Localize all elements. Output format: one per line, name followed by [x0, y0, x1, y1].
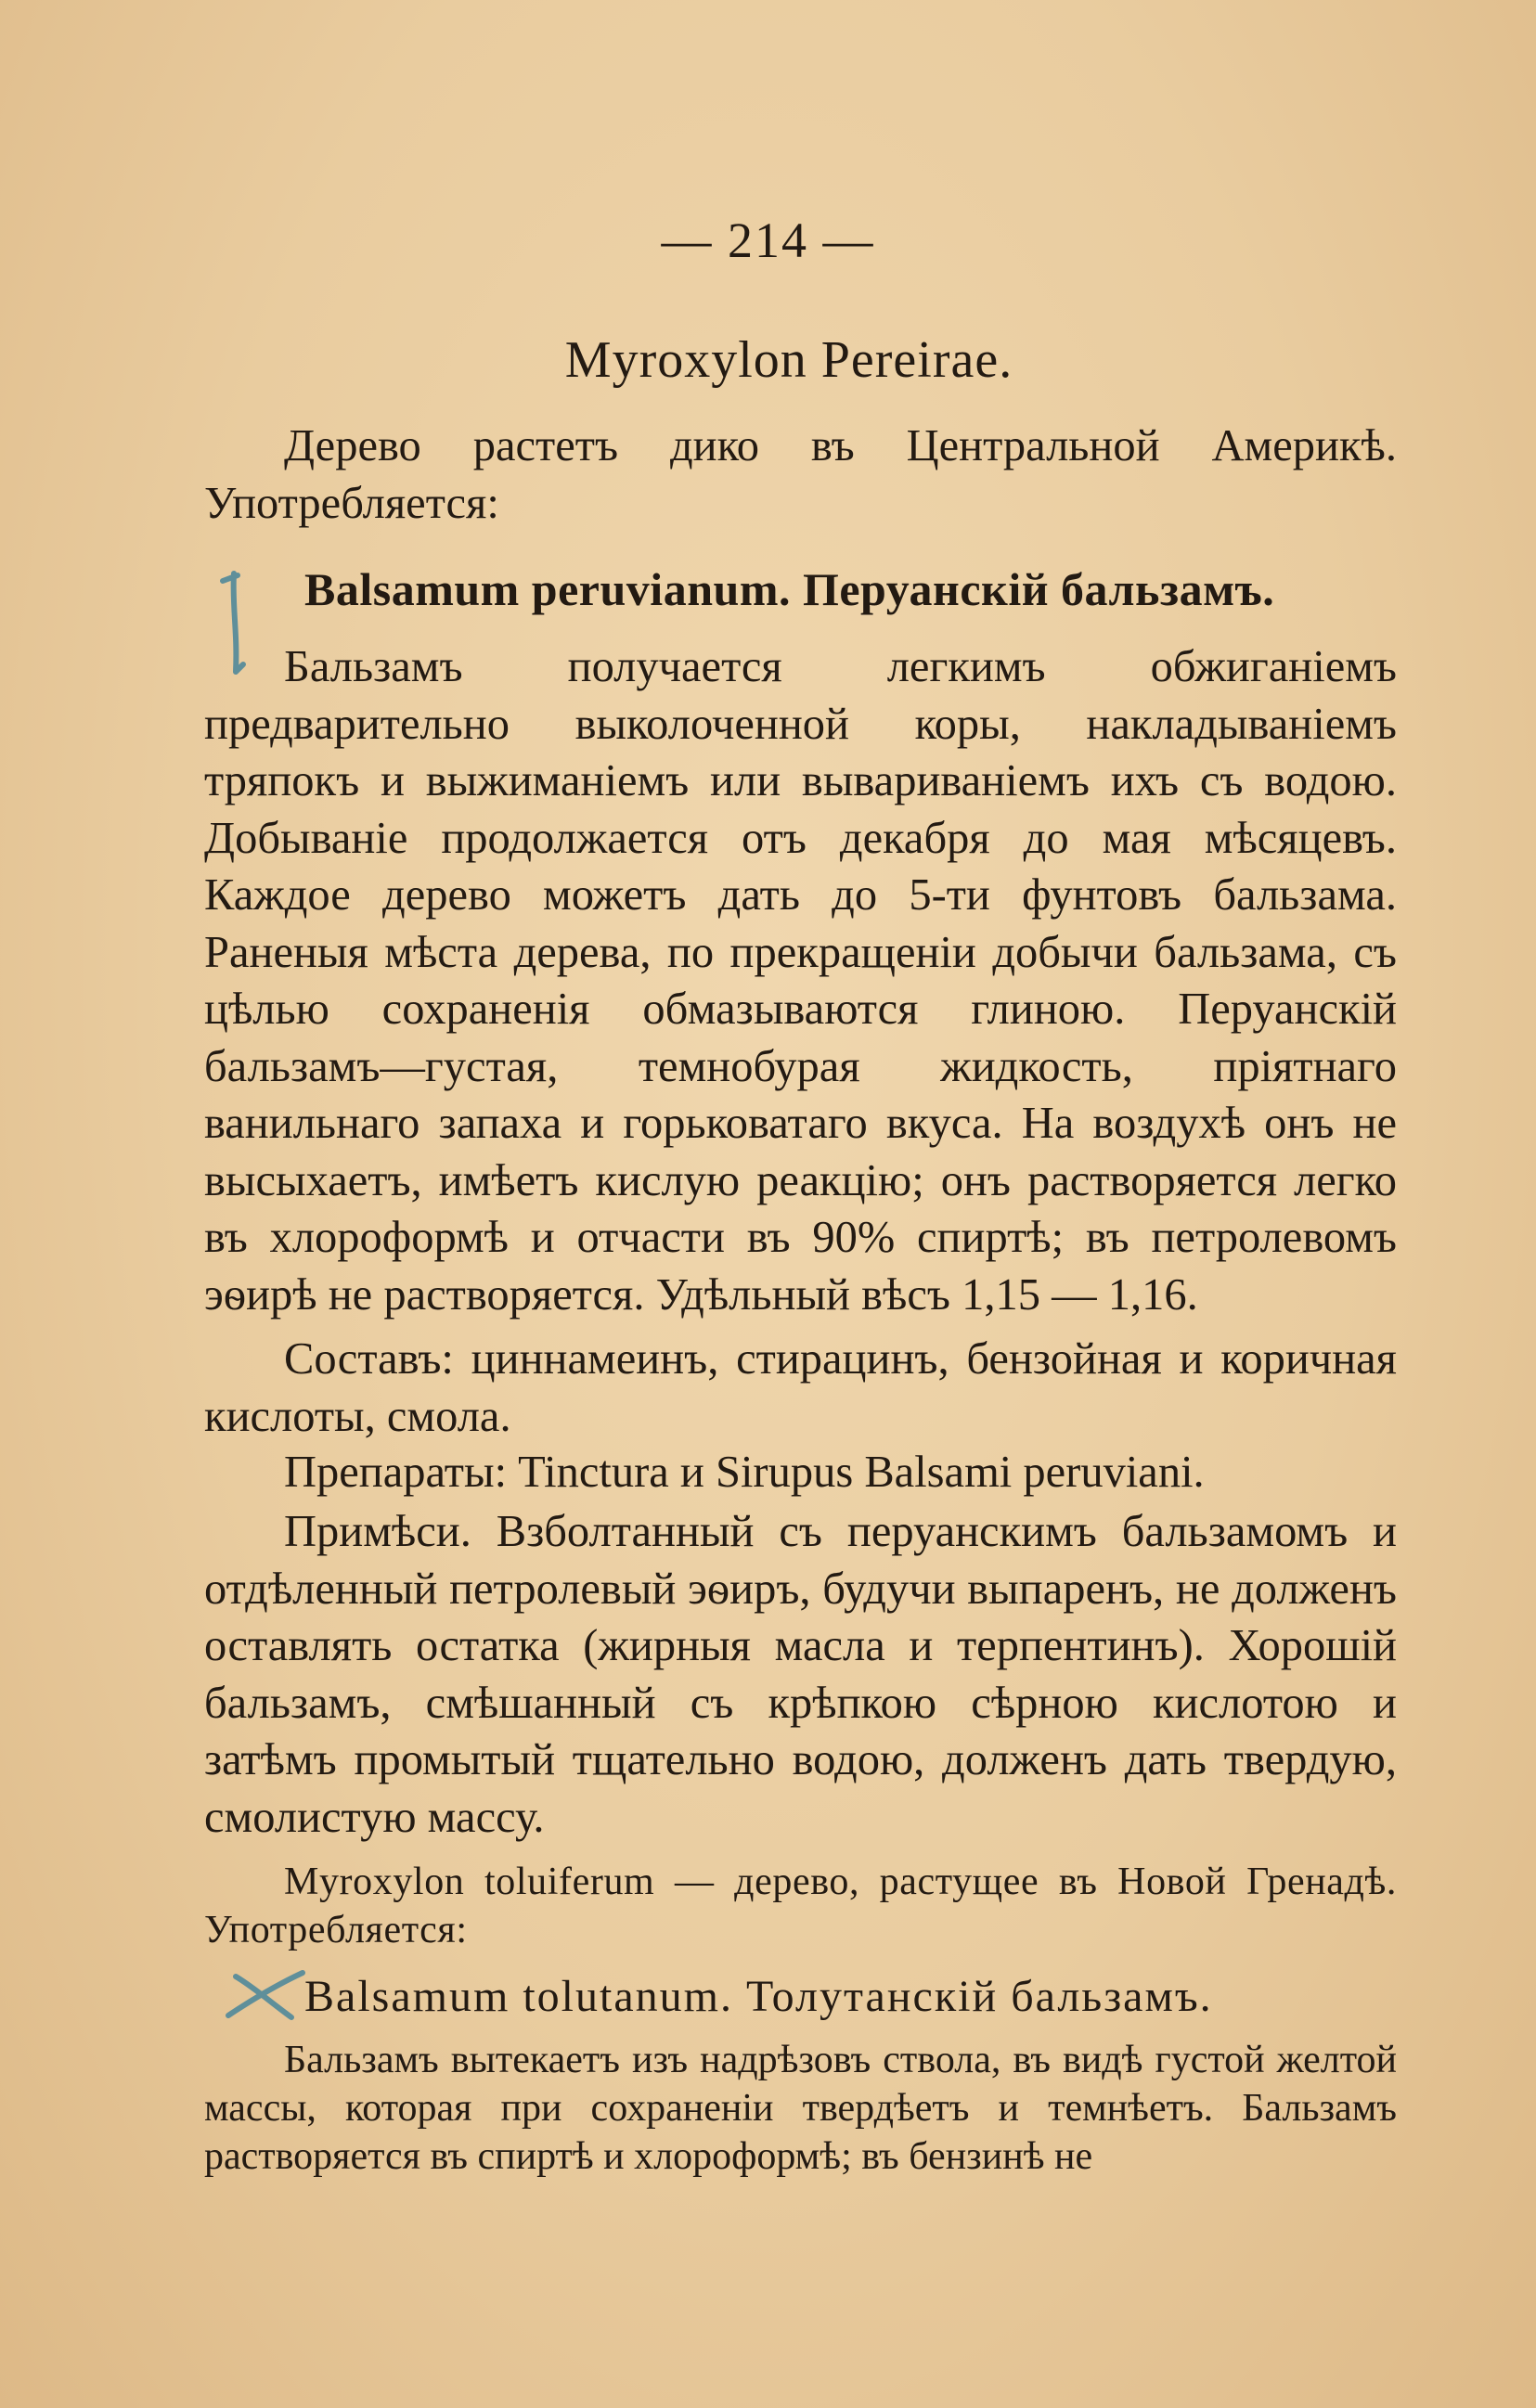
page-number: — 214 — — [661, 212, 875, 268]
intro-paragraph: Дерево растетъ дико въ Центральной Америкѣ. Употребляется: — [204, 421, 1397, 528]
composition-paragraph: Составъ: циннамеинъ, стирацинъ, бензойная и коричная кислоты, смола. — [204, 1334, 1397, 1441]
impurities-paragraph: Примѣси. Взболтанный съ перуанскимъ бальзамомъ и отдѣленный петролевый эѳиръ, будучи выпаренъ, не долженъ оставлять остатка (жирныя масла и терпентинъ). Хорошій бальзамъ, смѣшанный съ крѣпкою сѣрною кислотою и затѣмъ промытый тщательно водою, долженъ дать твердую, смолистую массу. — [204, 1507, 1397, 1842]
balsam-peru-heading: Balsamum peruvianum. Перуанскій бальзамъ. — [304, 563, 1275, 615]
balsam-peru-description: Бальзамъ получается легкимъ обжиганіемъ предварительно выколоченной коры, накладываніемъ тряпокъ и выжиманіемъ или вывариваніемъ ихъ съ водою. Добываніе продолжается отъ декабря до мая мѣсяцевъ. Каждое дерево можетъ дать до 5-ти фунтовъ бальзама. Раненыя мѣста дерева, по прекращеніи добычи бальзама, съ цѣлью сохраненія обмазываются глиною. Перуанскій бальзамъ—густая, темнобурая жидкость, пріятнаго ванильнаго запаха и горьковатаго вкуса. На воздухѣ онъ не высыхаетъ, имѣетъ кислую реакцію; онъ растворяется легко въ хлороформѣ и отчасти въ 90% спиртѣ; въ петролевомъ эѳирѣ не растворяется. Удѣльный вѣсъ 1,15 — 1,16. — [204, 642, 1397, 1320]
balsam-tolu-heading: Balsamum tolutanum. Толутанскій бальзамъ. — [304, 1972, 1213, 2021]
pencil-cross-mark — [223, 1967, 308, 2023]
preparations-paragraph: Препараты: Tinctura и Sirupus Balsami peruviani. — [284, 1448, 1205, 1497]
balsam-tolu-description: Бальзамъ вытекаетъ изъ надрѣзовъ ствола, въ видѣ густой желтой массы, которая при сохраненіи твердѣетъ и темнѣетъ. Бальзамъ растворяется въ спиртѣ и хлороформѣ; въ бензинѣ не — [204, 2039, 1397, 2178]
myroxylon-toluiferum-paragraph: Myroxylon toluiferum — дерево, растущее въ Новой Гренадѣ. Употребляется: — [204, 1861, 1397, 1951]
section-title: Myroxylon Pereirae. — [564, 331, 1013, 389]
